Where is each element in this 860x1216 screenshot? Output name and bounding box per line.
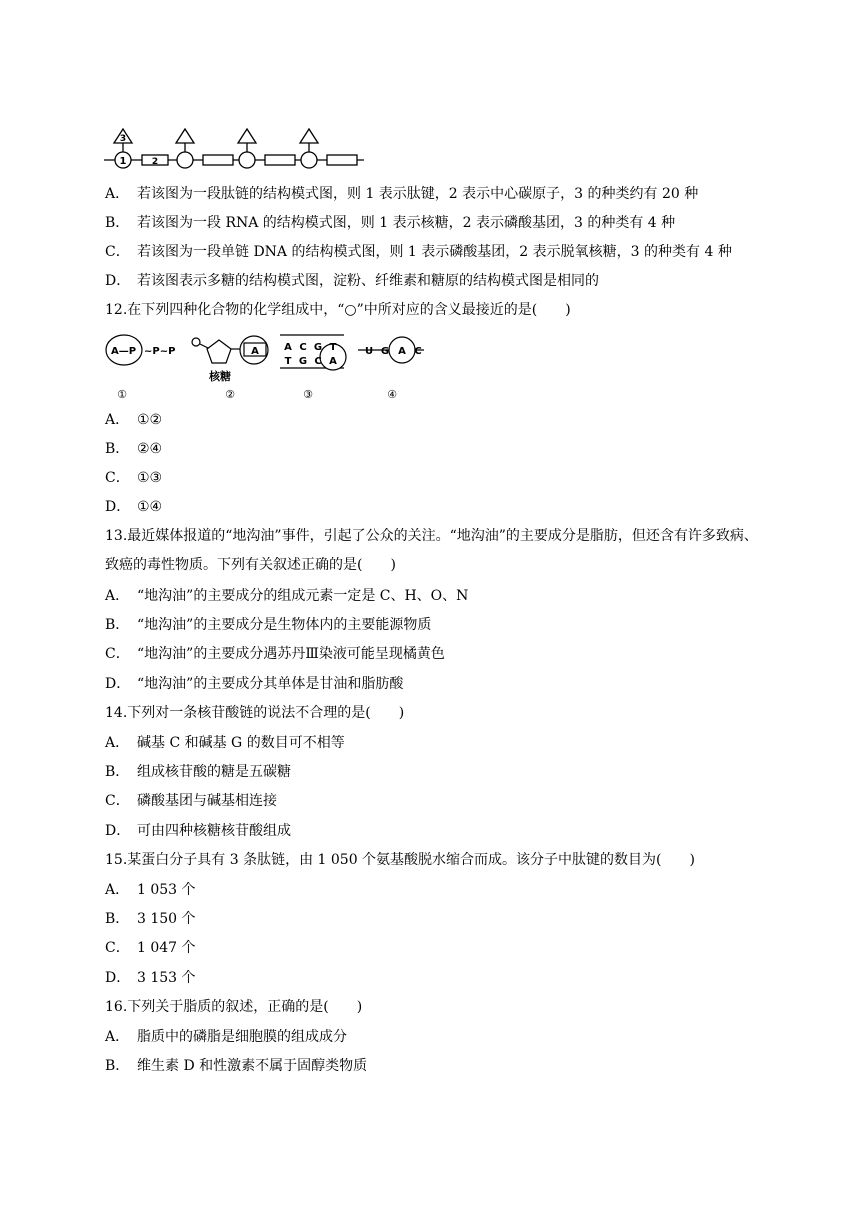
- q12-fig3-top-3: T: [329, 342, 337, 353]
- q11-figure-label-1: 1: [119, 156, 127, 167]
- q15-option-b: B． 3 150 个: [105, 911, 196, 927]
- q11-option-a: A． 若该图为一段肽链的结构模式图，则 1 表示肽键，2 表示中心碳原子，3 的种类约有 20 种: [105, 186, 699, 202]
- q12-fig2-base: A: [251, 346, 259, 357]
- q12-fig3-bottom-0: T: [284, 356, 292, 367]
- q12-fig1-text: A—P: [111, 346, 137, 357]
- q11-option-b: B． 若该图为一段 RNA 的结构模式图，则 1 表示核糖，2 表示磷酸基团，3 的种类有 4 种: [105, 215, 676, 231]
- q15-option-a: A． 1 053 个: [105, 882, 196, 898]
- q12-fig-number-4: ④: [387, 388, 397, 401]
- q13-option-a: A． “地沟油”的主要成分的组成元素一定是 C、H、O、N: [105, 588, 469, 604]
- q12-fig2-label: 核糖: [209, 370, 231, 383]
- q15-option-c: C． 1 047 个: [105, 940, 196, 956]
- q14-stem: 14.下列对一条核苷酸链的说法不合理的是( ): [105, 705, 405, 721]
- q12-fig1-tail: ~P~P: [144, 346, 176, 357]
- q12-fig-number-2: ②: [225, 388, 235, 401]
- q12-fig4-letter-2: A: [398, 346, 406, 357]
- q14-option-b: B． 组成核苷酸的糖是五碳糖: [105, 764, 291, 780]
- q12-stem: 12.在下列四种化合物的化学组成中，“○”中所对应的含义最接近的是( ): [105, 302, 571, 318]
- q12-fig3-top-1: C: [299, 342, 307, 353]
- q16-option-b: B． 维生素 D 和性激素不属于固醇类物质: [105, 1058, 368, 1074]
- q11-figure-label-3: 3: [119, 134, 127, 144]
- q12-option-c: C． ①③: [105, 470, 163, 486]
- q13-option-b: B． “地沟油”的主要成分是生物体内的主要能源物质: [105, 617, 432, 633]
- q15-option-d: D． 3 153 个: [105, 970, 196, 986]
- q16-stem: 16.下列关于脂质的叙述，正确的是( ): [105, 999, 363, 1015]
- q13-option-d: D． “地沟油”的主要成分其单体是甘油和脂肪酸: [105, 676, 404, 692]
- q12-fig3-bottom-1: G: [298, 356, 308, 367]
- q12-fig4-letter-0: U: [364, 346, 374, 357]
- q14-option-d: D． 可由四种核糖核苷酸组成: [105, 823, 291, 839]
- q12-fig4-letter-1: G: [380, 346, 390, 357]
- q12-compound-figure: [102, 330, 432, 404]
- q12-option-b: B． ②④: [105, 441, 163, 457]
- q12-fig-number-1: ①: [117, 388, 127, 401]
- q11-option-d: D． 若该图表示多糖的结构模式图，淀粉、纤维素和糖原的结构模式图是相同的: [105, 273, 599, 289]
- q16-option-a: A． 脂质中的磷脂是细胞膜的组成成分: [105, 1029, 347, 1045]
- q11-chain-figure: [100, 126, 370, 170]
- q12-fig-number-3: ③: [303, 388, 313, 401]
- q12-fig3-top-0: A: [284, 342, 292, 353]
- q13-option-c: C． “地沟油”的主要成分遇苏丹Ⅲ染液可能呈现橘黄色: [105, 646, 445, 662]
- q12-fig4-letter-3: C: [414, 346, 422, 357]
- q12-fig3-top-2: G: [313, 342, 323, 353]
- q12-option-a: A． ①②: [105, 412, 163, 428]
- q11-figure-label-2: 2: [151, 157, 159, 167]
- q14-option-c: C． 磷酸基团与碱基相连接: [105, 793, 277, 809]
- q11-option-c: C． 若该图为一段单链 DNA 的结构模式图，则 1 表示磷酸基团，2 表示脱氧核糖，3 的种类有 4 种: [105, 244, 732, 260]
- q12-option-d: D． ①④: [105, 499, 163, 515]
- q12-fig3-bottom-3: A: [329, 356, 337, 367]
- q12-fig3-bottom-2: C: [314, 356, 322, 367]
- q15-stem: 15.某蛋白分子具有 3 条肽链，由 1 050 个氨基酸脱水缩合而成。该分子中肽键的数目为( ): [105, 852, 695, 868]
- q13-stem: 13.最近媒体报道的“地沟油”事件，引起了公众的关注。“地沟油”的主要成分是脂肪，但还含有许多致病、致癌的毒性物质。下列有关叙述正确的是( ): [105, 528, 758, 573]
- q14-option-a: A． 碱基 C 和碱基 G 的数目可不相等: [105, 735, 345, 751]
